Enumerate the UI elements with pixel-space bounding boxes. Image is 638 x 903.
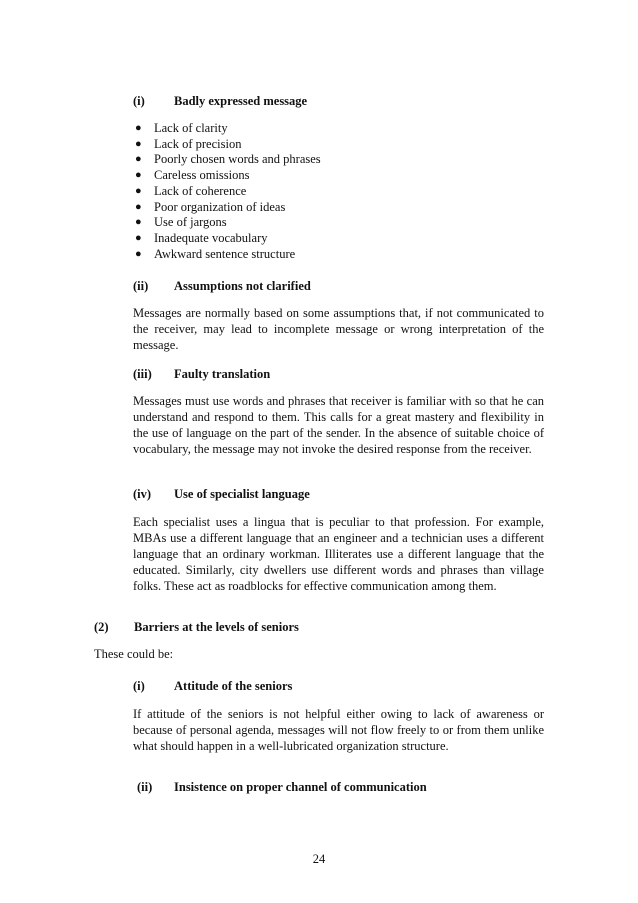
section-number: (i): [133, 94, 145, 108]
bullet-icon: ●: [135, 169, 142, 182]
paragraph-specialist-language: Each specialist uses a lingua that is peculiar to that profession. For example, MBAs use a different language that an engineer and a technician uses a different language that an ordinary workman. Illiterates use a different language that the educated. Similarly, city dwellers use different words and phrases than village folks. These act as roadblocks for effective communication among them.: [133, 515, 544, 593]
paragraph-assumptions: Messages are normally based on some assumptions that, if not communicated to the receiver, may lead to incomplete message or wrong interpretation of the message.: [133, 306, 544, 352]
section-title: Barriers at the levels of seniors: [134, 620, 299, 634]
list-item: ● Inadequate vocabulary: [135, 230, 268, 245]
bullet-list: [133, 121, 321, 262]
section-number: (ii): [133, 279, 149, 293]
section-title: Badly expressed message: [174, 94, 308, 108]
bullet-icon: ●: [135, 122, 142, 134]
section-number: (2): [94, 620, 109, 634]
list-item: ● Lack of coherence: [135, 183, 247, 198]
list-item: ● Lack of precision: [135, 136, 242, 151]
bullet-icon: ●: [135, 247, 142, 260]
bullet-icon: ●: [135, 216, 142, 229]
bullet-icon: ●: [135, 200, 142, 213]
section-title: Attitude of the seniors: [174, 679, 293, 693]
list-item: ● Awkward sentence structure: [135, 246, 296, 261]
bullet-icon: ●: [135, 153, 142, 166]
list-item: ● Poor organization of ideas: [135, 199, 286, 214]
list-item: ● Lack of clarity: [135, 121, 228, 135]
section-number: (iv): [133, 487, 152, 501]
intro-text: These could be:: [94, 647, 174, 661]
section-title: Faulty translation: [174, 367, 271, 381]
page-number: 24: [312, 852, 326, 866]
section-number: (iii): [133, 367, 152, 381]
section-title: Insistence on proper channel of communication: [174, 780, 427, 794]
paragraph-attitude-seniors: If attitude of the seniors is not helpful either owing to lack of awareness or because of personal agenda, messages will not flow freely to or from them unlike what should happen in a well-lubricated organization structure.: [133, 707, 544, 753]
paragraph-faulty-translation: Messages must use words and phrases that receiver is familiar with so that he can understand and respond to them. This calls for a great mastery and flexibility in the use of language on the part of the sender. In the absence of suitable choice of vocabulary, the message may not invoke the desired response from the receiver.: [133, 394, 544, 456]
section-title: Use of specialist language: [174, 487, 310, 501]
section-number: (ii): [137, 780, 153, 794]
bullet-icon: ●: [135, 137, 142, 150]
list-item: ● Use of jargons: [135, 215, 227, 230]
bullet-icon: ●: [135, 231, 142, 244]
list-item: ● Poorly chosen words and phrases: [135, 152, 321, 167]
bullet-icon: ●: [135, 184, 142, 197]
section-title: Assumptions not clarified: [174, 279, 311, 293]
section-number: (i): [133, 679, 145, 693]
list-item: ● Careless omissions: [135, 168, 250, 183]
